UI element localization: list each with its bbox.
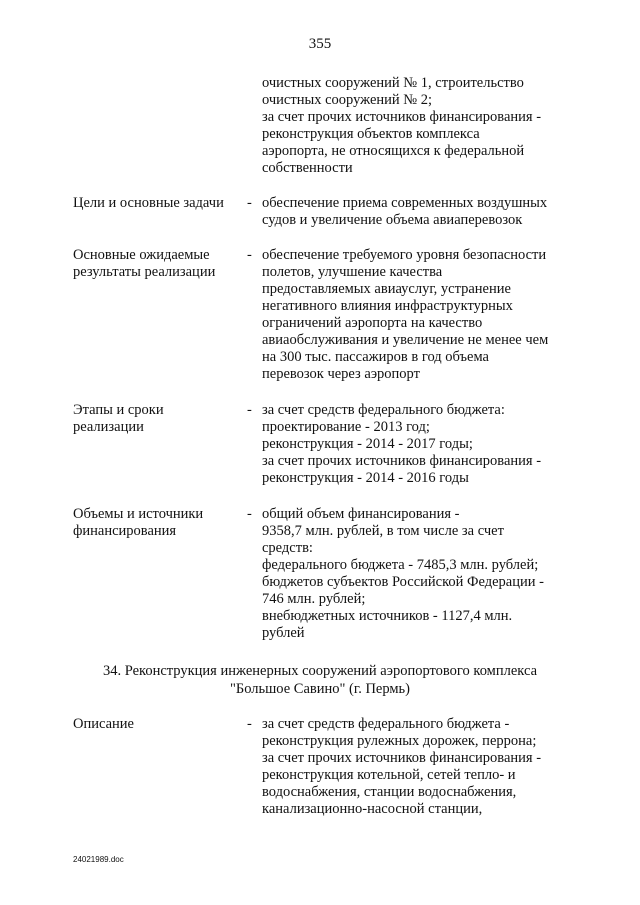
stages-line: реконструкция - 2014 - 2016 годы: [262, 470, 469, 486]
funding-line: федерального бюджета - 7485,3 млн. рублей;: [262, 557, 539, 573]
section-heading: 34. Реконструкция инженерных сооружений аэропортового комплекса: [102, 663, 538, 679]
description-line: канализационно-насосной станции,: [262, 801, 483, 817]
results-line: ограничений аэропорта на качество: [262, 315, 483, 331]
funding-label: Объемы и источники: [73, 506, 204, 522]
intro-line: аэропорта, не относящихся к федеральной: [262, 143, 525, 159]
stages-dash: -: [247, 402, 252, 418]
funding-line: 9358,7 млн. рублей, в том числе за счет: [262, 523, 504, 539]
stages-line: за счет прочих источников финансирования -: [262, 453, 542, 469]
footer-filename: 24021989.doc: [73, 855, 124, 864]
description-line: реконструкция котельной, сетей тепло- и: [262, 767, 516, 783]
results-line: перевозок через аэропорт: [262, 366, 420, 382]
funding-line: бюджетов субъектов Российской Федерации -: [262, 574, 544, 590]
results-label: Основные ожидаемые: [73, 247, 210, 263]
results-dash: -: [247, 247, 252, 263]
description-line: за счет прочих источников финансирования -: [262, 750, 542, 766]
description-label: Описание: [73, 716, 134, 732]
goals-label: Цели и основные задачи: [73, 195, 224, 211]
stages-line: за счет средств федерального бюджета:: [262, 402, 505, 418]
funding-label: финансирования: [73, 523, 177, 539]
intro-line: собственности: [262, 160, 353, 176]
intro-line: реконструкция объектов комплекса: [262, 126, 480, 142]
funding-line: средств:: [262, 540, 313, 556]
intro-line: за счет прочих источников финансирования -: [262, 109, 542, 125]
results-line: негативного влияния инфраструктурных: [262, 298, 513, 314]
stages-line: реконструкция - 2014 - 2017 годы;: [262, 436, 473, 452]
funding-line: внебюджетных источников - 1127,4 млн.: [262, 608, 513, 624]
description-line: реконструкция рулежных дорожек, перрона;: [262, 733, 537, 749]
funding-line: общий объем финансирования -: [262, 506, 460, 522]
stages-label: реализации: [73, 419, 144, 435]
stages-label: Этапы и сроки: [73, 402, 164, 418]
goals-line: судов и увеличение объема авиаперевозок: [262, 212, 523, 228]
page-number: 355: [308, 36, 332, 52]
results-line: обеспечение требуемого уровня безопасности: [262, 247, 547, 263]
intro-line: очистных сооружений № 2;: [262, 92, 433, 108]
funding-dash: -: [247, 506, 252, 522]
goals-line: обеспечение приема современных воздушных: [262, 195, 548, 211]
description-line: за счет средств федерального бюджета -: [262, 716, 510, 732]
stages-line: проектирование - 2013 год;: [262, 419, 430, 435]
section-heading: "Большое Савино" (г. Пермь): [229, 681, 411, 697]
description-line: водоснабжения, станции водоснабжения,: [262, 784, 517, 800]
goals-dash: -: [247, 195, 252, 211]
results-label: результаты реализации: [73, 264, 216, 280]
description-dash: -: [247, 716, 252, 732]
results-line: предоставляемых авиауслуг, устранение: [262, 281, 511, 297]
funding-line: 746 млн. рублей;: [262, 591, 366, 607]
intro-line: очистных сооружений № 1, строительство: [262, 75, 524, 91]
funding-line: рублей: [262, 625, 305, 641]
results-line: на 300 тыс. пассажиров в год объема: [262, 349, 489, 365]
results-line: полетов, улучшение качества: [262, 264, 443, 280]
results-line: авиаобслуживания и увеличение не менее чем: [262, 332, 549, 348]
